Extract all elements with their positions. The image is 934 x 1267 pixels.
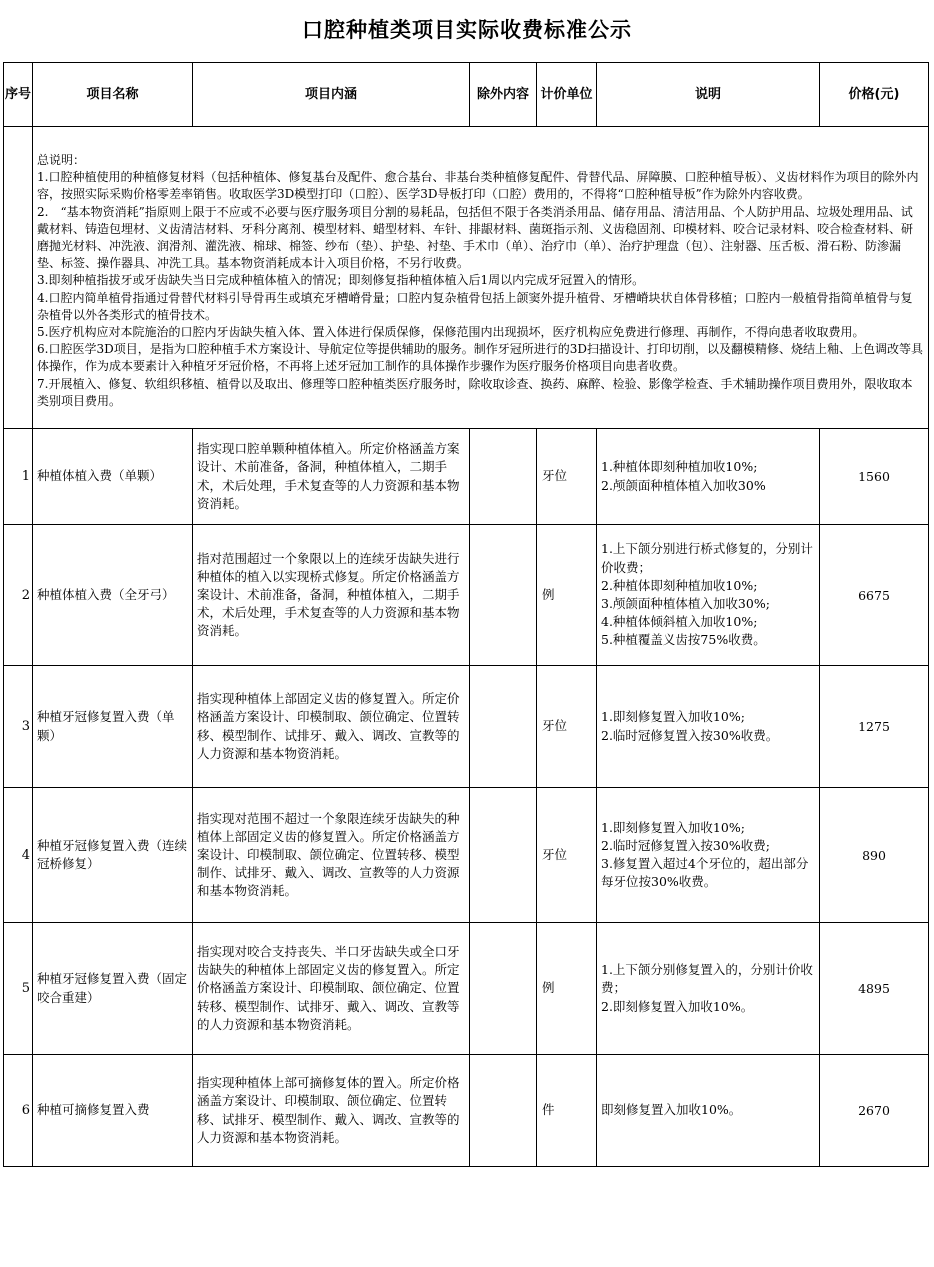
header-note: 说明: [597, 63, 820, 127]
note-line: 1.上下颌分别修复置入的，分别计价收费；: [601, 962, 813, 996]
row-seq: 4: [4, 788, 33, 923]
header-excluded: 除外内容: [470, 63, 537, 127]
table-row: [4, 525, 929, 666]
row-price: 2670: [820, 1055, 929, 1167]
row-unit: 牙位: [537, 429, 597, 525]
row-note: [597, 788, 820, 923]
row-content: 指对范围超过一个象限以上的连续牙齿缺失进行种植体的植入以实现桥式修复。所定价格涵盖方案设计、术前准备，备洞，种植体植入，二期手术，术后处理，手术复查等的人力资源和基本物资消耗。: [193, 525, 470, 666]
note-2: 2. “基本物资消耗”指原则上限于不应或不必要与医疗服务项目分割的易耗品，包括但不限于各类消杀用品、储存用品、清洁用品、个人防护用品、垃圾处理用品、试戴材料、铸造包埋材、义齿清洁材料、牙科分离剂、模型材料、蜡型材料、车针、排龈材料、菌斑指示剂、义齿稳固剂、印模材料、咬合记录材料、咬合检查材料、研磨抛光材料、冲洗液、润滑剂、灌洗液、棉球、棉签、纱布（垫）、护垫、衬垫、手术巾（单）、治疗巾（单）、治疗护理盘（包）、注射器、压舌板、滑石粉、防渗漏垫、标签、操作器具、冲洗工具。基本物资消耗成本计入项目价格，不另行收费。: [37, 204, 914, 271]
row-price: 890: [820, 788, 929, 923]
table-row: [4, 923, 929, 1055]
note-4: 4.口腔内简单植骨指通过骨替代材料引导骨再生或填充牙槽嵴骨量；口腔内复杂植骨包括上颌窦外提升植骨、牙槽嵴块状自体骨移植；口腔内一般植骨指简单植骨与复杂植骨以外各类形式的植骨技术。: [37, 290, 913, 322]
row-price: 6675: [820, 525, 929, 666]
row-note: [597, 429, 820, 525]
row-excluded: [470, 525, 537, 666]
row-name: 种植体植入费（全牙弓）: [33, 525, 193, 666]
row-excluded: [470, 788, 537, 923]
note-line: 1.即刻修复置入加收10%;: [601, 819, 745, 835]
row-excluded: [470, 1055, 537, 1167]
note-line: 4.种植体倾斜植入加收10%;: [601, 614, 758, 630]
row-excluded: [470, 923, 537, 1055]
row-note: [597, 1055, 820, 1167]
row-price: 1275: [820, 666, 929, 788]
note-line: 3.修复置入超过4个牙位的，超出部分每牙位按30%收费。: [601, 856, 809, 890]
row-excluded: [470, 429, 537, 525]
table-row: [4, 1055, 929, 1167]
table-row: [4, 788, 929, 923]
note-7: 7.开展植入、修复、软组织移植、植骨以及取出、修理等口腔种植类医疗服务时，除收取诊查、换药、麻醉、检验、影像学检查、手术辅助操作项目费用外，限收取本类别项目费用。: [37, 376, 913, 408]
row-name: 种植体植入费（单颗）: [33, 429, 193, 525]
page-title: 口腔种植类项目实际收费标准公示: [302, 18, 632, 42]
note-6: 6.口腔医学3D项目，是指为口腔种植手术方案设计、导航定位等提供辅助的服务。制作牙冠所进行的3D扫描设计、打印切削，以及翻模精修、烧结上釉、上色调改等具体操作，作为成本要素计入种植牙牙冠价格，不再将上述牙冠加工制作的具体操作步骤作为医疗服务价格项目向患者收费。: [37, 342, 923, 374]
row-excluded: [470, 666, 537, 788]
header-price: 价格(元): [820, 63, 929, 127]
row-name: 种植牙冠修复置入费（单颗）: [33, 666, 193, 788]
note-line: 2.颅颌面种植体植入加收30%: [601, 477, 766, 493]
header-seq: 序号: [4, 63, 33, 127]
note-line: 5.种植覆盖义齿按75%收费。: [601, 632, 766, 648]
note-line: 即刻修复置入加收10%。: [601, 1102, 742, 1118]
row-unit: 例: [537, 525, 597, 666]
row-note: [597, 666, 820, 788]
row-content: 指实现种植体上部可摘修复体的置入。所定价格涵盖方案设计、印模制取、颌位确定、位置转移、试排牙、模型制作、戴入、调改、宣教等的人力资源和基本物资消耗。: [193, 1055, 470, 1167]
note-line: 1.即刻修复置入加收10%;: [601, 709, 745, 725]
row-content: 指实现种植体上部固定义齿的修复置入。所定价格涵盖方案设计、印模制取、颌位确定、位置转移、模型制作、试排牙、戴入、调改、宣教等的人力资源和基本物资消耗。: [193, 666, 470, 788]
row-note: [597, 923, 820, 1055]
note-line: 1.种植体即刻种植加收10%;: [601, 459, 758, 475]
note-line: 3.颅颌面种植体植入加收30%;: [601, 596, 770, 612]
row-unit: 件: [537, 1055, 597, 1167]
fee-table: [3, 62, 929, 1167]
row-name: 种植牙冠修复置入费（连续冠桥修复）: [33, 788, 193, 923]
row-seq: 2: [4, 525, 33, 666]
row-seq: 1: [4, 429, 33, 525]
row-price: 1560: [820, 429, 929, 525]
row-seq: 6: [4, 1055, 33, 1167]
row-unit: 牙位: [537, 788, 597, 923]
notes-row: [4, 127, 929, 429]
row-unit: 牙位: [537, 666, 597, 788]
row-content: 指实现对咬合支持丧失、半口牙齿缺失或全口牙齿缺失的种植体上部固定义齿的修复置入。所定价格涵盖方案设计、印模制取、颌位确定、位置转移、模型制作、试排牙、戴入、调改、宣教等的人力资源和基本物资消耗。: [193, 923, 470, 1055]
row-seq: 5: [4, 923, 33, 1055]
note-line: 1.上下颌分别进行桥式修复的，分别计价收费；: [601, 541, 813, 575]
note-1: 1.口腔种植使用的种植修复材料（包括种植体、修复基台及配件、愈合基台、非基台类种植修复配件、骨替代品、屏障膜、口腔种植导板）、义齿材料作为项目的除外内容，按照实际采购价格零差率销售。收取医学3D模型打印（口腔）、医学3D导板打印（口腔）费用的，不得将“口腔种植导板”作为除外内容收费。: [37, 170, 919, 202]
table-header-row: [4, 63, 929, 127]
row-unit: 例: [537, 923, 597, 1055]
row-name: 种植可摘修复置入费: [33, 1055, 193, 1167]
row-content: 指实现对范围不超过一个象限连续牙齿缺失的种植体上部固定义齿的修复置入。所定价格涵盖方案设计、印模制取、颌位确定、位置转移、模型制作、试排牙、戴入、调改、宣教等的人力资源和基本物资消耗。: [193, 788, 470, 923]
note-line: 2.即刻修复置入加收10%。: [601, 998, 754, 1014]
row-seq: 3: [4, 666, 33, 788]
row-note: [597, 525, 820, 666]
note-5: 5.医疗机构应对本院施治的口腔内牙齿缺失植入体、置入体进行保质保修，保修范围内出现损坏，医疗机构应免费进行修理、再制作，不得向患者收取费用。: [37, 325, 865, 340]
header-unit: 计价单位: [537, 63, 597, 127]
row-content: 指实现口腔单颗种植体植入。所定价格涵盖方案设计、术前准备，备洞，种植体植入，二期手术，术后处理，手术复查等的人力资源和基本物资消耗。: [193, 429, 470, 525]
note-line: 2.临时冠修复置入按30%收费;: [601, 837, 770, 853]
row-name: 种植牙冠修复置入费（固定咬合重建）: [33, 923, 193, 1055]
notes-heading: 总说明：: [37, 153, 86, 167]
table-row: [4, 429, 929, 525]
note-3: 3.即刻种植指拔牙或牙齿缺失当日完成种植体植入的情况；即刻修复指种植体植入后1周以内完成牙冠置入的情形。: [37, 273, 645, 288]
table-row: [4, 666, 929, 788]
header-content: 项目内涵: [193, 63, 470, 127]
header-name: 项目名称: [33, 63, 193, 127]
general-notes: [33, 127, 929, 429]
row-price: 4895: [820, 923, 929, 1055]
note-line: 2.临时冠修复置入按30%收费。: [601, 727, 779, 743]
note-line: 2.种植体即刻种植加收10%;: [601, 577, 758, 593]
